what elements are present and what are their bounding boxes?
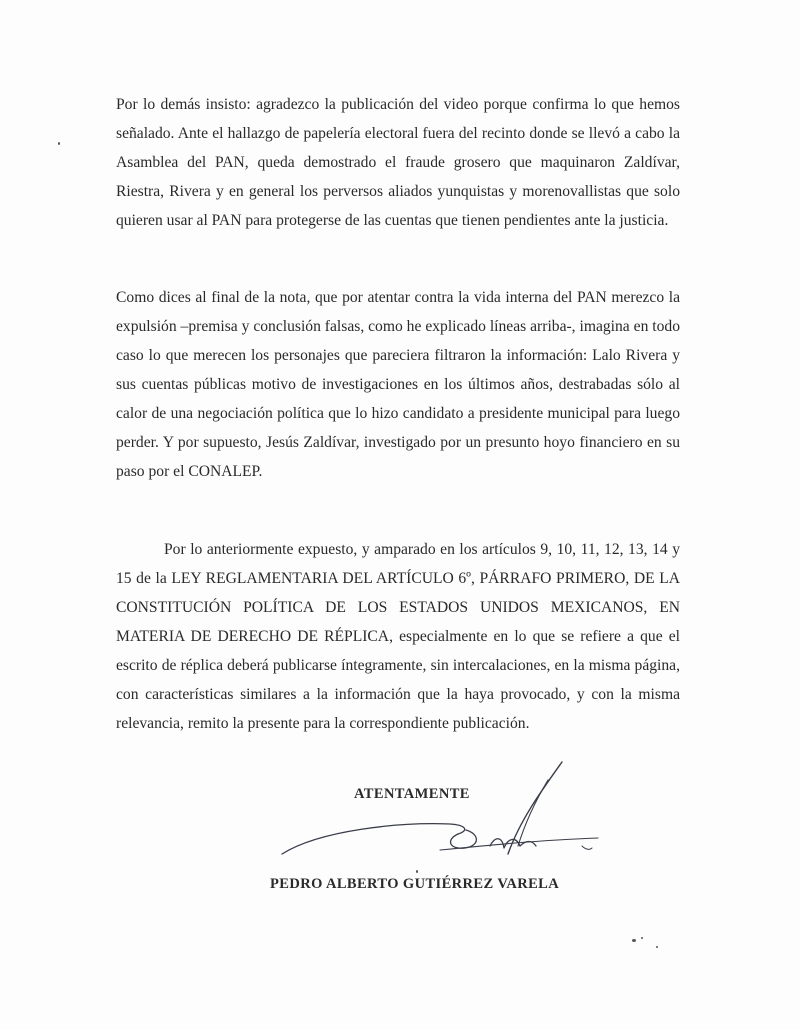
signer-name: PEDRO ALBERTO GUTIÉRREZ VARELA [270, 876, 560, 892]
scan-speck [632, 939, 636, 942]
scan-speck [58, 142, 60, 145]
closing-salutation: ATENTAMENTE [354, 786, 470, 802]
scan-speck [416, 870, 418, 873]
paragraph-3: Por lo anteriormente expuesto, y amparado en los artículos 9, 10, 11, 12, 13, 14 y 15 de la LEY REGLAMENTARIA DEL ARTÍCULO 6º, PÁRRAFO PRIMERO, DE LA CONSTITUCIÓN POLÍTICA DE LOS ESTADOS UNIDOS MEXICANOS, EN MATERIA DE DERECHO DE RÉPLICA, especialmente en lo que se refiere a que el escrito de réplica deberá publicarse íntegramente, sin intercalaciones, en la misma página, con características similares a la información que la haya provocado, y con la misma relevancia, remito la presente para la correspondiente publicación. [116, 541, 680, 732]
handwritten-signature [280, 750, 610, 880]
paragraph-1: Por lo demás insisto: agradezco la publicación del video porque confirma lo que hemos señalado. Ante el hallazgo de papelería electoral fuera del recinto donde se llevó a cabo la Asamblea del PAN, queda demostrado el fraude grosero que maquinaron Zaldívar, Riestra, Rivera y en general los perversos aliados yunquistas y morenovallistas que solo quieren usar al PAN para protegerse de las cuentas que tienen pendientes ante la justicia. [116, 96, 680, 229]
scan-speck [656, 946, 658, 948]
paragraph-2: Como dices al final de la nota, que por atentar contra la vida interna del PAN merezco la expulsión –premisa y conclusión falsas, como he explicado líneas arriba-, imagina en todo caso lo que merecen los personajes que pareciera filtraron la información: Lalo Rivera y sus cuentas públicas motivo de investigaciones en los últimos años, destrabadas sólo al calor de una negociación política que lo hizo candidato a presidente municipal para luego perder. Y por supuesto, Jesús Zaldívar, investigado por un presunto hoyo financiero en su paso por el CONALEP. [116, 289, 680, 480]
scan-speck [641, 937, 643, 939]
